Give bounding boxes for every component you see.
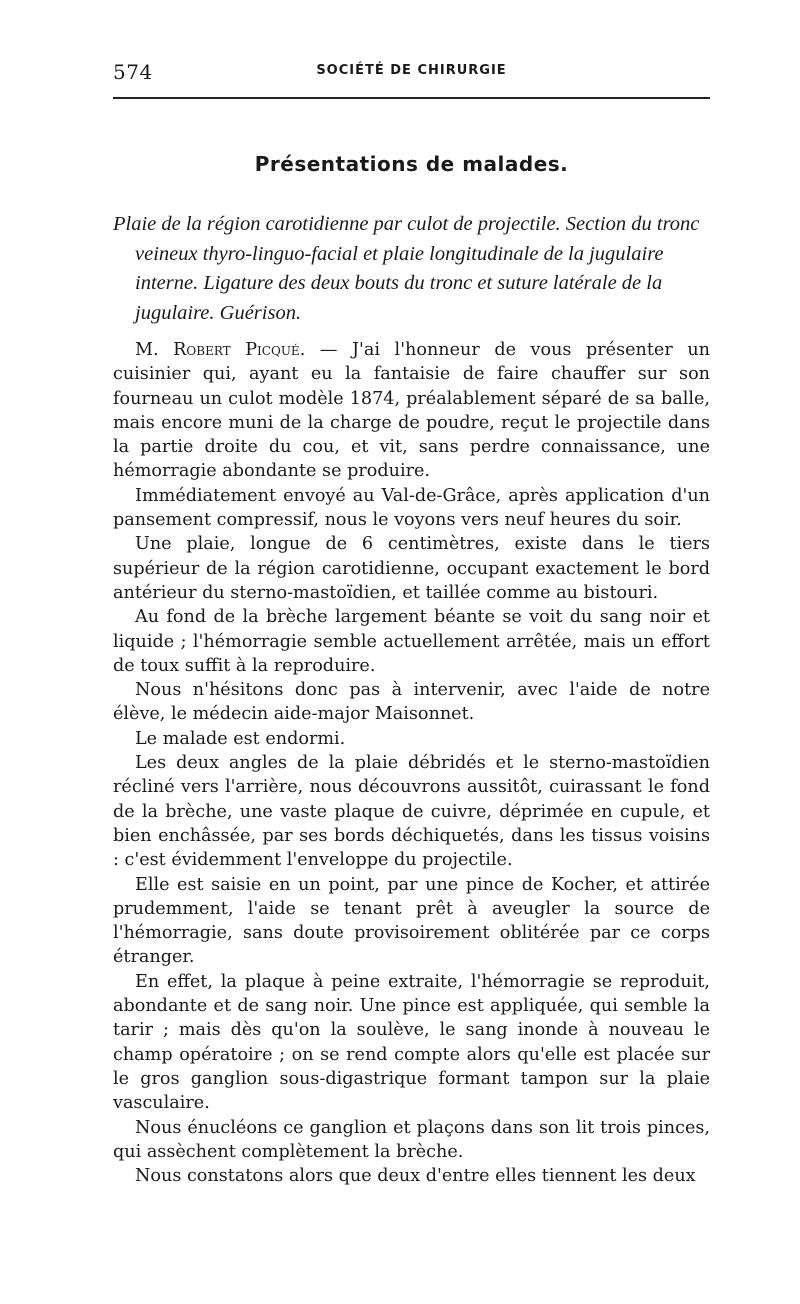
paragraph-text: — J'ai l'honneur de vous présenter un cuisinier qui, ayant eu la fantaisie de faire chauffer sur son fourneau un culot modèle 1874, préalablement séparé de sa balle, mais encore muni de la charge de poudre, reçut le projectile dans la partie droite du cou, et vit, sans perdre connaissance, une hémorragie abondante se produire. bbox=[113, 340, 710, 482]
section-title: Présentations de malades. bbox=[254, 152, 569, 176]
header-rule bbox=[113, 97, 710, 99]
paragraph: Nous énucléons ce ganglion et plaçons dans son lit trois pinces, qui assèchent complètement la brèche. bbox=[113, 1117, 710, 1162]
paragraph: Une plaie, longue de 6 centimètres, existe dans le tiers supérieur de la région carotidienne, occupant exactement le bord antérieur du sterno-mastoïdien, et taillée comme au bistouri. bbox=[113, 534, 710, 603]
paragraph: Au fond de la brèche largement béante se voit du sang noir et liquide ; l'hémorragie semble actuellement arrêtée, mais un effort de toux suffit à la reproduire. bbox=[113, 607, 710, 676]
paragraph: Les deux angles de la plaie débridés et le sterno-mastoïdien récliné vers l'arrière, nous découvrons aussitôt, cuirassant le fond de la brèche, une vaste plaque de cuivre, déprimée en cupule, et bien enchâssée, par ses bords déchiquetés, dans les tissus voisins : c'est évidemment l'enveloppe du projectile. bbox=[113, 753, 710, 871]
paragraph: Immédiatement envoyé au Val-de-Grâce, après application d'un pansement compressif, nous le voyons vers neuf heures du soir. bbox=[113, 485, 710, 531]
page-header bbox=[113, 60, 710, 90]
page-number: 574 bbox=[113, 60, 153, 84]
paragraph: En effet, la plaque à peine extraite, l'hémorragie se reproduit, abondante et de sang noir. Une pince est appliquée, qui semble la tarir ; mais dès qu'on la soulève, le sang inonde à nouveau le champ opératoire ; on se rend compte alors qu'elle est placée sur le gros ganglion sous-digastrique formant tampon sur la plaie vasculaire. bbox=[113, 971, 710, 1114]
paragraph: Nous constatons alors que deux d'entre elles tiennent les deux bbox=[135, 1166, 696, 1187]
paragraph: Nous n'hésitons donc pas à intervenir, avec l'aide de notre élève, le médecin aide-major Maisonnet. bbox=[113, 680, 710, 725]
speaker-name: M. Robert Picqué. bbox=[135, 340, 306, 360]
paragraph: Le malade est endormi. bbox=[135, 728, 346, 749]
paragraph: Elle est saisie en un point, par une pince de Kocher, et attirée prudemment, l'aide se tenant prêt à aveugler la source de l'hémorragie, sans doute provisoirement oblitérée par ce corps étranger. bbox=[113, 874, 710, 968]
running-head: SOCIÉTÉ DE CHIRURGIE bbox=[316, 63, 507, 78]
case-abstract: Plaie de la région carotidienne par culot de projectile. Section du tronc veineux thyro-linguo-facial et plaie longitudinale de la jugulaire interne. Ligature des deux bouts du tronc et suture latérale de la jugulaire. Guérison. bbox=[113, 213, 700, 324]
body-text bbox=[113, 338, 710, 1188]
paragraph bbox=[113, 338, 710, 484]
